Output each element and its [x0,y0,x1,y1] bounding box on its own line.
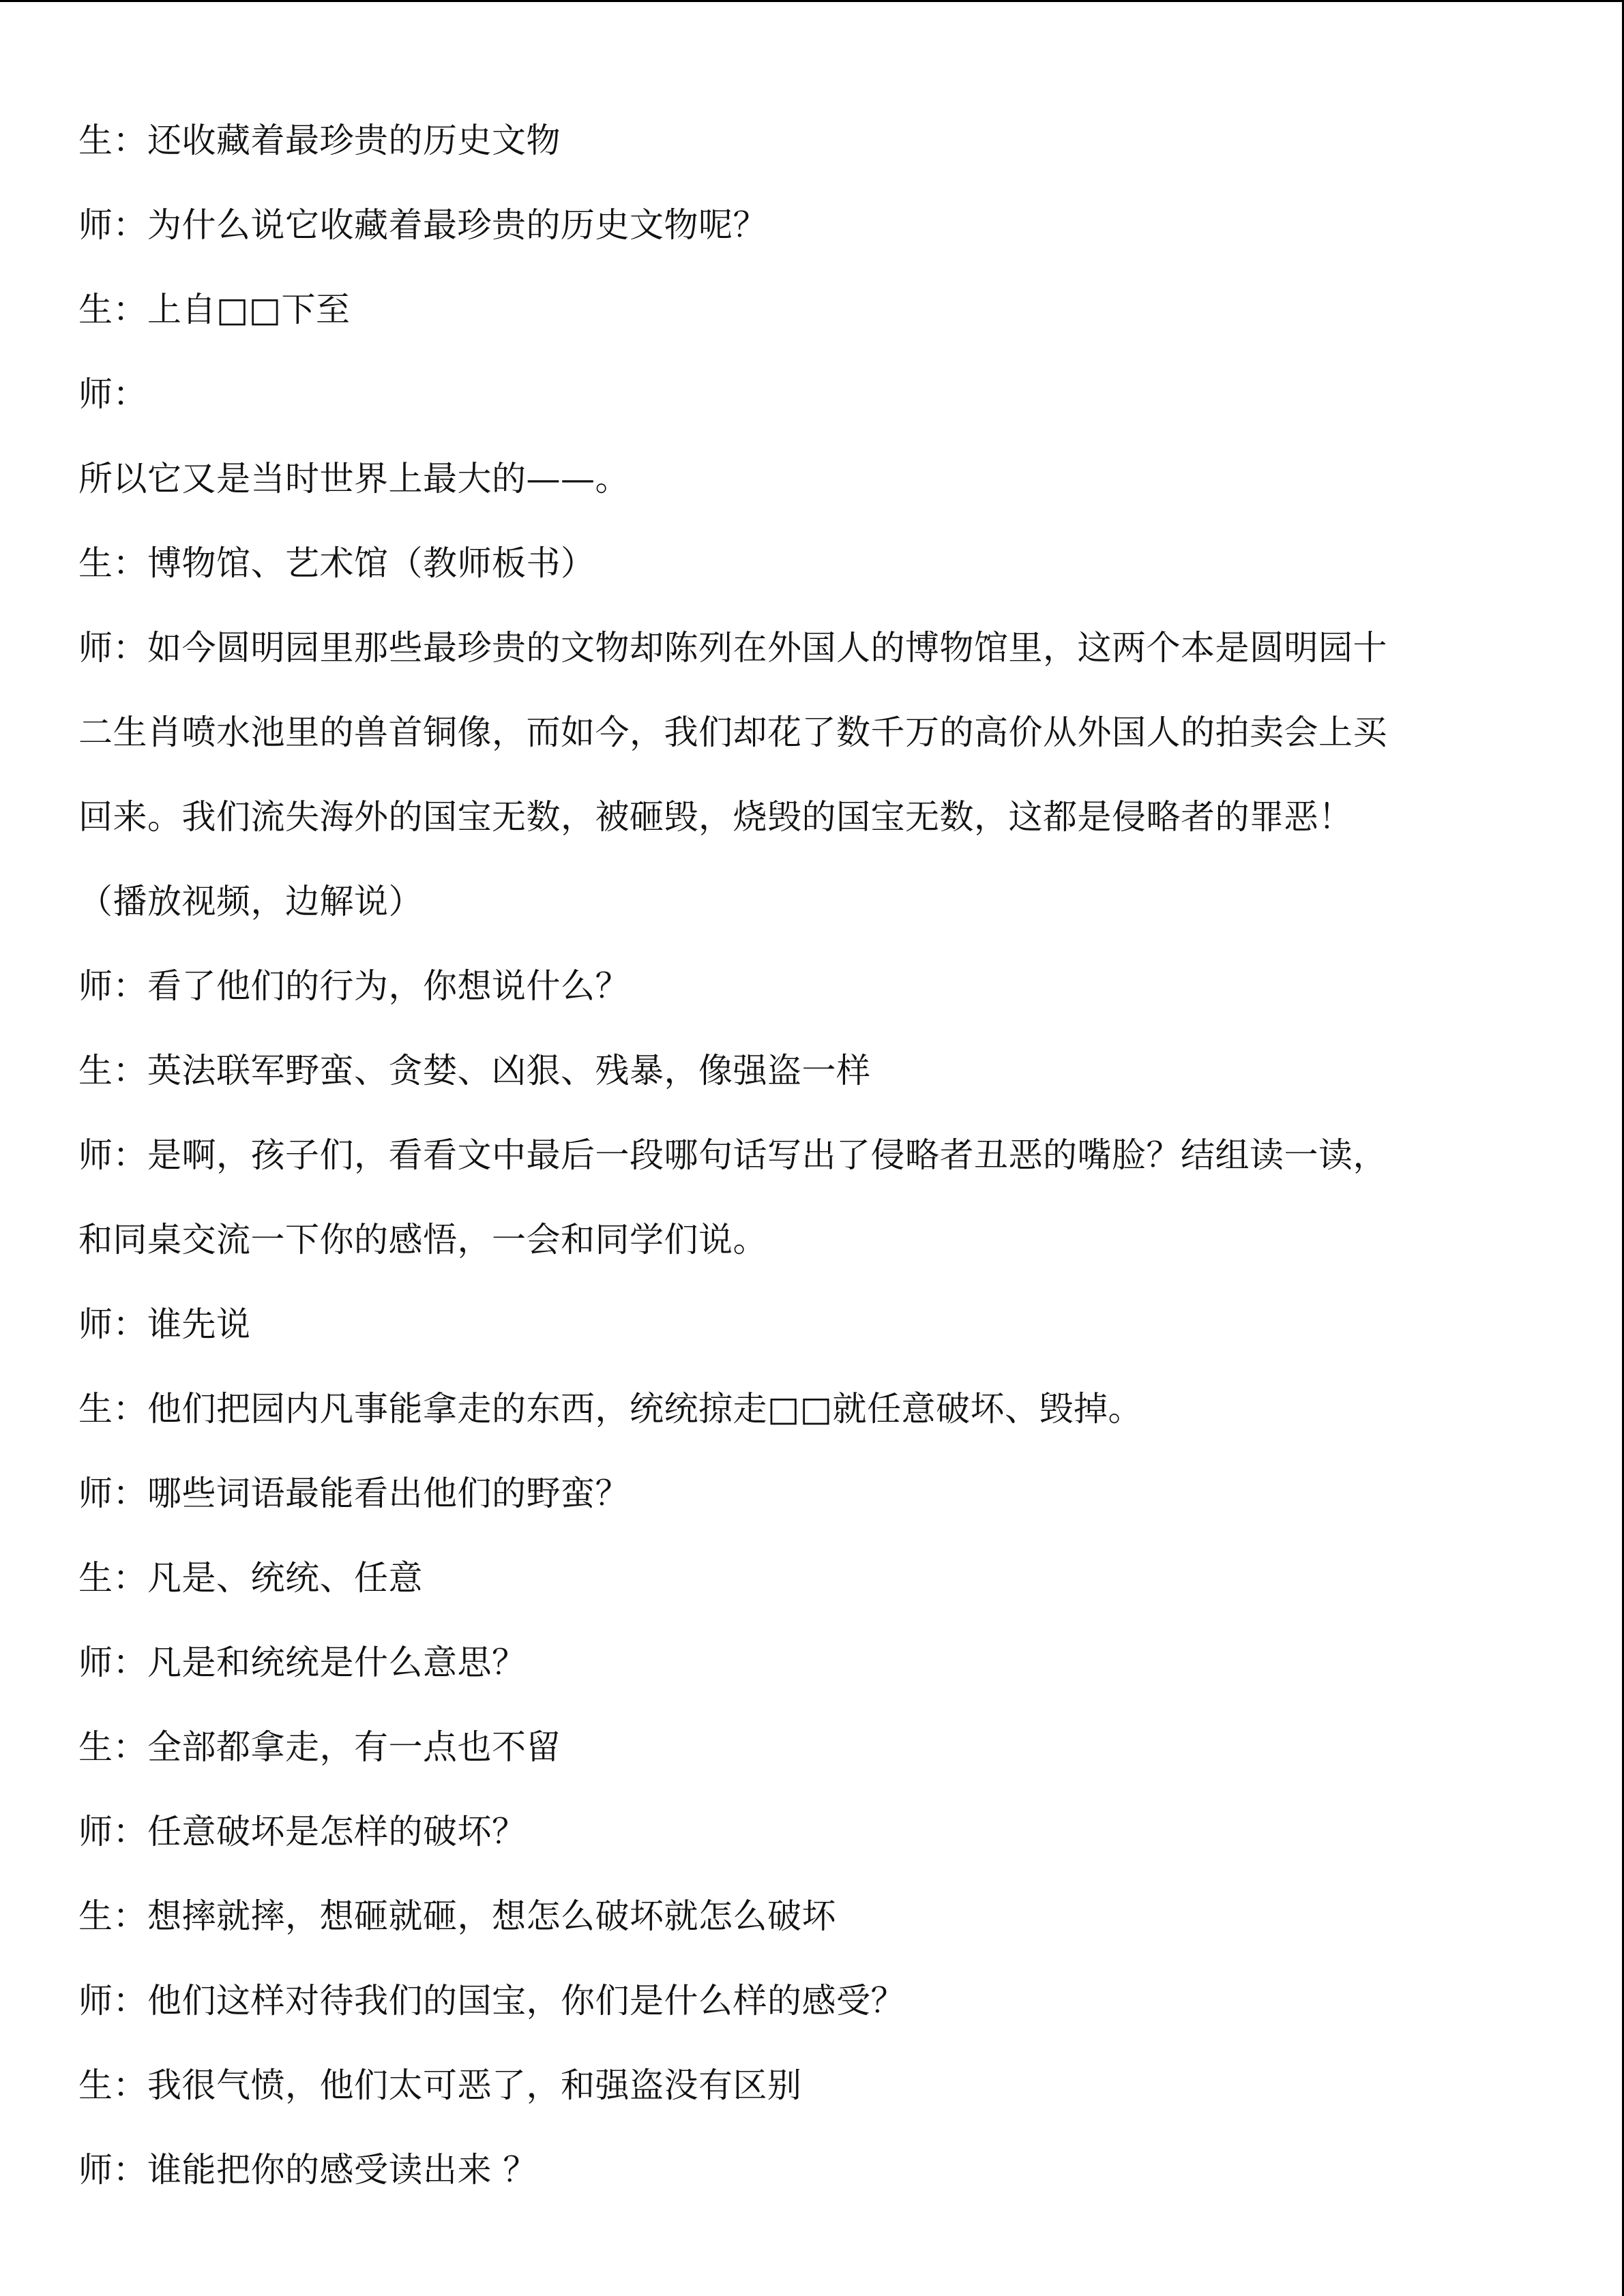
text-line: 师：他们这样对待我们的国宝，你们是什么样的感受？ [78,1981,905,2021]
text-line: 师： [78,374,147,414]
text-line: 师：如今圆明园里那些最珍贵的文物却陈列在外国人的博物馆里，这两个本是圆明园十 [78,628,1387,668]
text-line: 师：凡是和统统是什么意思？ [78,1643,527,1682]
text-line: 生：想摔就摔，想砸就砸，想怎么破坏就怎么破坏 [78,1896,836,1936]
text-line: 师：看了他们的行为，你想说什么？ [78,966,630,1006]
text-line: 师：哪些词语最能看出他们的野蛮？ [78,1474,630,1513]
text-line: 生：上自□□下至 [78,290,351,329]
text-line: 所以它又是当时世界上最大的——。 [78,459,630,498]
text-line: 生：英法联军野蛮、贪婪、凶狠、残暴，像强盗一样 [78,1051,871,1090]
document-body [78,98,1538,2212]
text-line: 生：凡是、统统、任意 [78,1558,423,1598]
text-line: 师：是啊，孩子们，看看文中最后一段哪句话写出了侵略者丑恶的嘴脸？结组读一读， [78,1135,1387,1175]
text-line: 和同桌交流一下你的感悟，一会和同学们说。 [78,1220,767,1259]
text-line: 二生肖喷水池里的兽首铜像，而如今，我们却花了数千万的高价从外国人的拍卖会上买 [78,713,1387,752]
text-line: 回来。我们流失海外的国宝无数，被砸毁，烧毁的国宝无数，这都是侵略者的罪恶！ [78,797,1353,837]
text-line: 师：为什么说它收藏着最珍贵的历史文物呢？ [78,205,767,245]
text-line: 师：谁先说 [78,1304,251,1344]
text-line: 生：还收藏着最珍贵的历史文物 [78,121,561,160]
text-line: 师：谁能把你的感受读出来 ？ [78,2150,537,2190]
text-line: 生：博物馆、艺术馆（教师板书） [78,543,595,583]
text-line: （播放视频，边解说） [78,882,423,921]
text-line: 师：任意破坏是怎样的破坏？ [78,1812,527,1851]
text-line: 生：他们把园内凡事能拿走的东西，统统掠走□□就任意破坏、毁掉。 [78,1389,1142,1429]
text-line: 生：我很气愤，他们太可恶了，和强盗没有区别 [78,2066,802,2105]
text-line: 生：全部都拿走，有一点也不留 [78,1727,561,1767]
